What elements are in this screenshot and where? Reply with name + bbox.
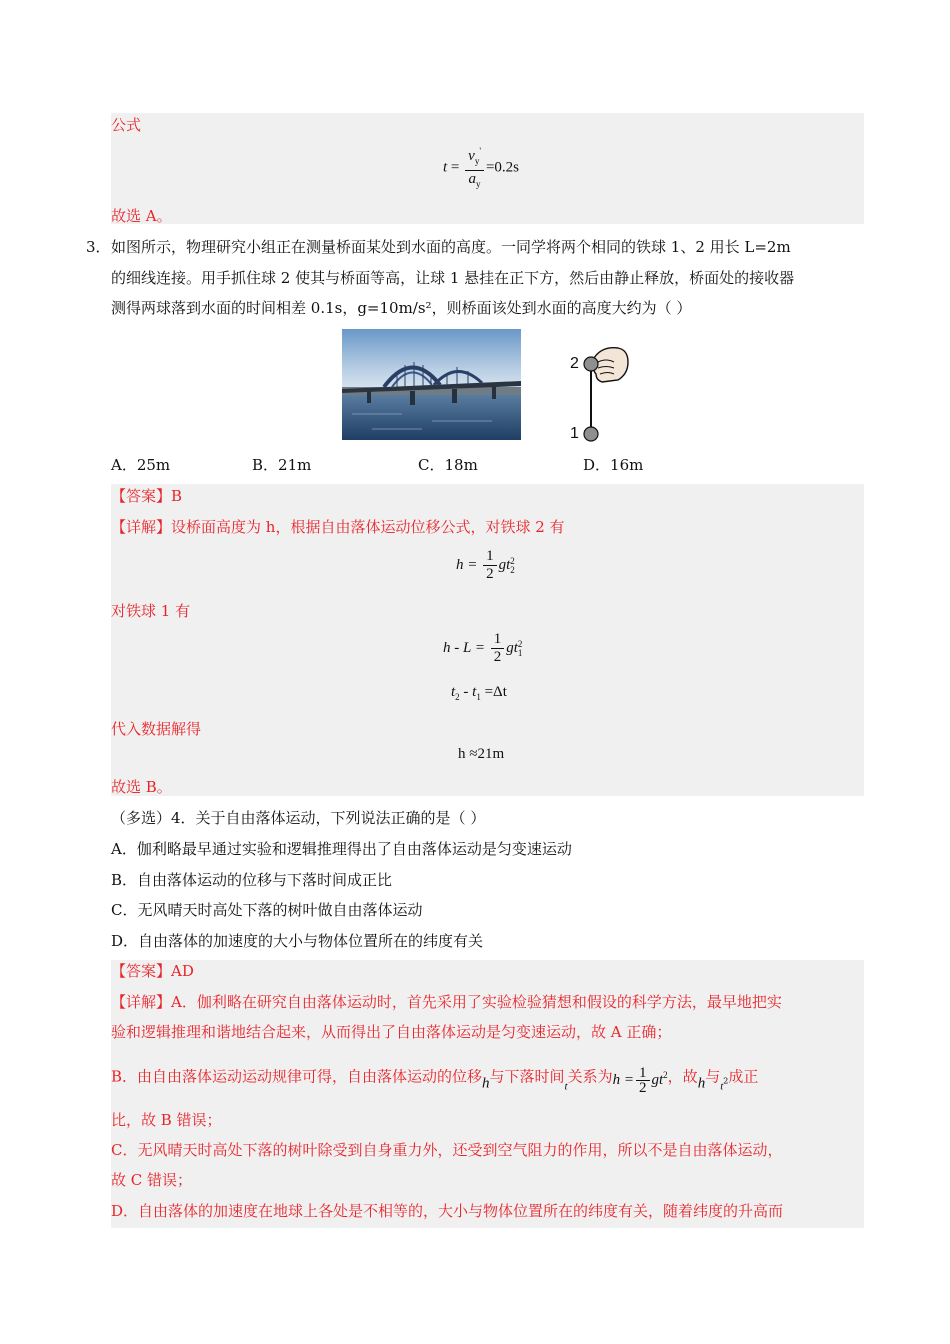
q4-stem: （多选）4．关于自由落体运动，下列说法正确的是（ ） (111, 809, 486, 827)
q4-option-d: D．自由落体的加速度的大小与物体位置所在的纬度有关 (111, 932, 484, 950)
q3-conclusion: 故选 B。 (111, 778, 172, 796)
q3-stem-line1: 如图所示，物理研究小组正在测量桥面某处到水面的高度。一同学将两个相同的铁球 1、2 用长 L=2m (111, 238, 791, 256)
eq-t: t (443, 159, 448, 176)
q3-option-b: B．21m (252, 456, 312, 474)
answer-tag: 【答案】 (111, 487, 172, 505)
q3-eq4: h ≈21m (458, 746, 505, 762)
q4-detail-c2: 故 C 错误； (111, 1171, 193, 1189)
q3-eq1: h = $\frac{1}{2}$ gt 2 2 (456, 548, 515, 582)
q4-detail-c1: C．无风晴天时高处下落的树叶除受到自身重力外，还受到空气阻力的作用，所以不是自由落体运动， (111, 1141, 783, 1159)
detail-tag: 【详解】 (111, 518, 172, 536)
fig-label-2: 2 (570, 355, 579, 372)
q4-detail-a2: 验和逻辑推理和谐地结合起来，从而得出了自由落体运动是匀变速运动，故 A 正确； (111, 1023, 672, 1041)
q3-option-c: C．18m (418, 456, 478, 474)
q2-equation: t = $\frac{v_y'}{a_y}$ =0.2s (443, 143, 519, 193)
answer-value: B (171, 487, 183, 505)
bridge-photo (342, 329, 521, 440)
q2-formula-label: 公式 (111, 116, 142, 134)
q4-detail-b1: B．由自由落体运动运动规律可得，自由落体运动的位移h与下落时间$_t$关系为h = $\frac{1}{2}$ $gt^2$，故h与$_t$2成正 (111, 1065, 759, 1097)
q3-detail-line1: 【详解】设桥面高度为 h，根据自由落体运动位移公式，对铁球 2 有 (111, 518, 565, 536)
q3-eq3: $t_2 - t_1 =\Delta t$ (451, 684, 507, 702)
q3-stem-line3: 测得两球落到水面的时间相差 0.1s，g=10m/s²，则桥面该处到水面的高度大约为（ ） (111, 299, 692, 317)
q4-detail-d1: D．自由落体的加速度在地球上各处是不相等的，大小与物体位置所在的纬度有关，随着纬度的升高而 (111, 1202, 784, 1220)
fig-label-1: 1 (570, 425, 579, 442)
q4-answer (111, 961, 194, 981)
q3-substitute-line: 代入数据解得 (111, 720, 202, 738)
ball-2-icon (584, 357, 598, 371)
q4-detail-b2: 比，故 B 错误； (111, 1111, 222, 1129)
q3-option-a: A．25m (111, 456, 171, 474)
q3-answer (111, 486, 182, 506)
q4-option-c: C．无风晴天时高处下落的树叶做自由落体运动 (111, 901, 423, 919)
q3-ball1-line: 对铁球 1 有 (111, 602, 191, 620)
answer-value: AD (171, 962, 194, 980)
q3-eq2: h - L = $\frac{1}{2}$ gt 2 1 (443, 631, 523, 665)
q4-option-a: A．伽利略最早通过实验和逻辑推理得出了自由落体运动是匀变速运动 (111, 840, 572, 858)
q3-stem-line2: 的细线连接。用手抓住球 2 使其与桥面等高，让球 1 悬挂在正下方，然后由静止释放，桥面处的接收器 (111, 269, 795, 287)
q4-detail-a1: 【详解】A．伽利略在研究自由落体运动时，首先采用了实验检验猜想和假设的科学方法，最早地把实 (111, 993, 782, 1011)
detail-tag: 【详解】 (111, 993, 172, 1011)
q3-number: 3． (86, 238, 111, 256)
q2-conclusion: 故选 A。 (111, 207, 172, 225)
q3-option-d: D．16m (583, 456, 644, 474)
q4-option-b: B．自由落体运动的位移与下落时间成正比 (111, 871, 393, 889)
ball-1-icon (584, 427, 598, 441)
answer-tag: 【答案】 (111, 962, 172, 980)
eq-fraction: $\frac{v_y'}{a_y}$ (465, 143, 484, 193)
